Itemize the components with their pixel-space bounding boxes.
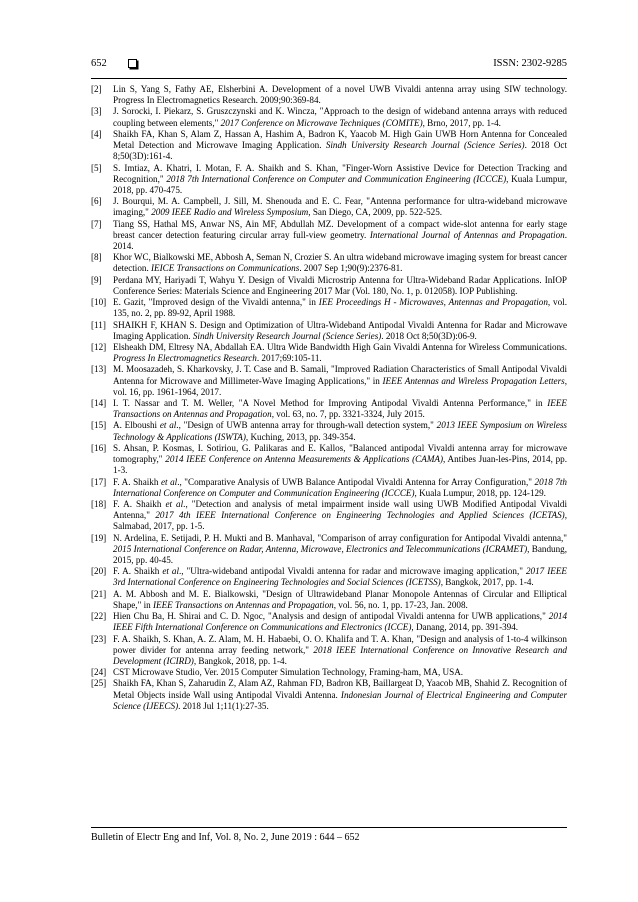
footer-divider <box>91 827 567 828</box>
reference-text: I. T. Nassar and T. M. Weller, "A Novel Method for Improving Antipodal Vivaldi Antenna Performance," in <box>113 398 548 408</box>
reference-number: [22] <box>91 611 107 622</box>
reference-item <box>91 678 567 711</box>
reference-italic-text: Indonesian Journal of Electrical Engineering and Computer Science (IJEECS) <box>113 689 567 711</box>
reference-italic-text: 2018 IEEE International Conference on Innovative Research and Development (ICIRD) <box>113 644 567 666</box>
issn-label: ISSN: 2302-9285 <box>493 58 567 69</box>
reference-italic-text: IEICE Transactions on Communications <box>151 263 300 274</box>
reference-italic-text: 2014 IEEE Fifth International Conference on Communications and Electronics (ICCE) <box>113 611 567 633</box>
reference-item <box>91 566 567 588</box>
reference-italic-text: et al <box>159 420 177 431</box>
reference-text: S. Imtiaz, A. Khatri, I. Motan, F. A. Shaikh and S. Khan, "Finger-Worn Assistive Device for Detection Tracking and Recognition," <box>113 162 567 184</box>
reference-text: CST Microwave Studio, Ver. 2015 Computer Simulation Technology, Framing-ham, MA, USA. <box>113 667 464 678</box>
reference-text: , Kuala Lumpur, 2018, pp. 124-129. <box>414 487 546 498</box>
reference-text: Elsheakh DM, Eltresy NA, Abdallah EA. Ultra Wide Bandwidth High Gain Vivaldi Antenna for Wireless Communications. <box>113 341 567 352</box>
reference-text: Perdana MY, Hariyadi T, Wahyu Y. Design of Vivaldi Microstrip Antenna for Ultra-Wideband Radar Applications. InIOP Conference Series: Materials Science and Engineering 2017 Mar (Vol. 180, No. 1, p. 012058). IOP Publishing. <box>113 274 567 296</box>
reference-item <box>91 252 567 274</box>
page-number: 652 <box>91 58 107 69</box>
reference-item <box>91 297 567 319</box>
reference-number: [14] <box>91 398 107 408</box>
reference-text: , Bandung, 2015, pp. 40-45. <box>113 543 567 565</box>
reference-text: . 2007 Sep 1;90(9):2376-81. <box>299 263 403 274</box>
reference-number: [2] <box>91 84 102 94</box>
reference-text: , Kuala Lumpur, 2018, pp. 470-475. <box>113 173 567 195</box>
reference-italic-text: et al <box>165 498 184 509</box>
reference-text: Tiang SS, Hathal MS, Anwar NS, Ain MF, Abdullah MZ. Development of a compact wide-slot antenna for early stage breast cancer detection featuring circular array full-view geometry. <box>113 218 567 240</box>
reference-number: [17] <box>91 476 107 487</box>
reference-item <box>91 533 567 566</box>
reference-number: [21] <box>91 588 107 599</box>
reference-item <box>91 364 567 397</box>
reference-text: Hien Chu Ba, H. Shirai and C. D. Ngoc, "Analysis and design of antipodal Vivaldi antenna for UWB applications," <box>113 611 549 622</box>
reference-text: A. M. Abbosh and M. E. Bialkowski, "Design of Ultrawideband Planar Monopole Antennas of Circular and Elliptical Shape," in <box>113 588 567 610</box>
reference-number: [8] <box>91 252 102 263</box>
reference-text: , Salmabad, 2017, pp. 1-5. <box>113 510 568 532</box>
reference-number: [9] <box>91 274 102 285</box>
reference-text: , Antibes Juan-les-Pins, 2014, pp. 1-3. <box>113 454 568 476</box>
reference-text: M. Moosazadeh, S. Kharkovsky, J. T. Case and B. Samali, "Improved Radiation Characteristics of Small Antipodal Vivaldi Antenna for Microwave and Millimeter-Wave Imaging Applications," in <box>113 364 567 386</box>
reference-number: [15] <box>91 420 107 431</box>
reference-text: , Bangkok, 2018, pp. 1-4. <box>193 655 287 666</box>
reference-italic-text: Sindh University Research Journal (Science Series) <box>192 330 382 341</box>
reference-item <box>91 219 567 252</box>
reference-italic-text: et al <box>160 476 178 487</box>
reference-number: [24] <box>91 667 107 678</box>
reference-italic-text: et al <box>162 566 179 577</box>
reference-text: . 2018 Oct 8;50(3D):161-4. <box>113 140 567 162</box>
reference-italic-text: IEEE Antennas and Wireless Propagation Letters <box>382 375 565 386</box>
reference-italic-text: 2014 IEEE Conference on Antenna Measurements & Applications (CAMA) <box>165 454 444 465</box>
reference-text: A. Elboushi <box>113 420 160 431</box>
reference-number: [12] <box>91 341 107 352</box>
reference-text: F. A. Shaikh <box>113 566 163 577</box>
reference-number: [23] <box>91 633 107 644</box>
checkbox-square-icon <box>128 59 137 68</box>
reference-text: N. Ardelina, E. Setijadi, P. H. Mukti and B. Manhaval, "Comparison of array configuration for Antipodal Vivaldi antenna," <box>113 532 567 543</box>
reference-item <box>91 129 567 162</box>
reference-item <box>91 634 567 667</box>
reference-text: . 2018 Oct 8;50(3D):06-9. <box>381 330 477 341</box>
reference-number: [19] <box>91 532 107 543</box>
page-footer: Bulletin of Electr Eng and Inf, Vol. 8, No. 2, June 2019 : 644 – 652 <box>91 832 360 843</box>
reference-text: ., "Design of UWB antenna array for through-wall detection system," <box>176 420 437 431</box>
reference-text: , vol. 63, no. 7, pp. 3321-3324, July 2015. <box>271 409 425 420</box>
reference-italic-text: 2017 Conference on Microwave Techniques (COMITE) <box>220 117 423 128</box>
reference-item <box>91 275 567 297</box>
reference-text: J. Bourqui, M. A. Campbell, J. Sill, M. Shenouda and E. C. Fear, "Antenna performance for ultra-wideband microwave imaging," <box>113 196 567 218</box>
reference-italic-text: Sindh University Research Journal (Science Series) <box>325 140 525 151</box>
reference-item <box>91 667 567 678</box>
reference-list <box>91 84 567 712</box>
reference-item <box>91 611 567 633</box>
reference-text: SHAIKH F, KHAN S. Design and Optimization of Ultra-Wideband Antipodal Vivaldi Antenna for Radar and Microwave Imaging Application. <box>113 319 567 341</box>
reference-italic-text: Progress In Electromagnetics Research <box>113 353 257 364</box>
reference-text: F. A. Shaikh <box>113 498 166 509</box>
reference-text: , Brno, 2017, pp. 1-4. <box>422 117 501 128</box>
reference-italic-text: 2017 4th IEEE International Conference on Engineering Technologies and Applied Sciences (ICETAS) <box>155 510 565 521</box>
reference-item <box>91 196 567 218</box>
reference-number: [20] <box>91 566 107 577</box>
reference-item <box>91 163 567 196</box>
page-header <box>91 58 567 74</box>
reference-text: F. A. Shaikh <box>113 476 161 487</box>
reference-text: . 2018 Jul 1;11(1):27-35. <box>178 700 269 711</box>
reference-text: . 2014. <box>113 229 567 251</box>
reference-text: Khor WC, Bialkowski ME, Abbosh A, Seman N, Crozier S. An ultra wideband microwave imaging system for breast cancer detection. <box>113 252 567 274</box>
reference-text: , vol. 16, pp. 1961-1964, 2017. <box>113 375 567 397</box>
reference-italic-text: 2018 7th International Conference on Computer and Communication Engineering (ICCCE) <box>166 173 507 184</box>
reference-text: S. Ahsan, P. Kosmas, I. Sotiriou, G. Palikaras and E. Kallos, "Balanced antipodal Vivaldi antenna array for microwave tomography," <box>113 442 567 465</box>
reference-item <box>91 443 567 476</box>
reference-item <box>91 420 567 442</box>
reference-italic-text: 2018 7th International Conference on Computer and Communication Engineering (ICCCE) <box>113 476 567 498</box>
reference-italic-text: IEE Proceedings H - Microwaves, Antennas and Propagation <box>318 297 548 308</box>
reference-number: [18] <box>91 498 107 509</box>
reference-italic-text: International Journal of Antennas and Propagation <box>369 229 565 240</box>
reference-item <box>91 477 567 499</box>
reference-italic-text: IEEE Transactions on Antennas and Propagation <box>113 398 567 420</box>
reference-number: [5] <box>91 162 102 173</box>
reference-number: [13] <box>91 364 107 375</box>
reference-number: [16] <box>91 442 107 453</box>
reference-item <box>91 342 567 364</box>
reference-number: [4] <box>91 128 102 139</box>
reference-italic-text: 2015 International Conference on Radar, Antenna, Microwave, Electronics and Telecommunications (ICRAMET) <box>113 543 528 554</box>
reference-italic-text: IEEE Transactions on Antennas and Propagation <box>152 599 334 610</box>
reference-italic-text: 2009 IEEE Radio and Wireless Symposium <box>151 207 309 218</box>
reference-text: Shaikh FA, Khan S, Zaharudin Z, Alam AZ, Rahman FD, Badron KB, Baillargeat D, Yaacob MB, Shahid Z. Recognition of Metal Objects inside Wall using Antipodal Vivaldi Antenna. <box>113 678 567 700</box>
reference-text: J. Sorocki, I. Piekarz, S. Gruszczynski and K. Wincza, "Approach to the design of wideband antenna arrays with reduced coupling between elements," <box>113 106 567 128</box>
reference-number: [25] <box>91 678 107 689</box>
reference-item <box>91 589 567 611</box>
reference-text: , Danang, 2014, pp. 391-394. <box>411 622 519 633</box>
header-divider <box>91 78 567 79</box>
reference-italic-text: 2013 IEEE Symposium on Wireless Technology & Applications (ISWTA) <box>113 420 567 442</box>
reference-item <box>91 499 567 532</box>
reference-number: [3] <box>91 106 102 117</box>
reference-text: ., "Comparative Analysis of UWB Balance Antipodal Vivaldi Antenna for Array Configuration," <box>177 476 535 487</box>
reference-text: , Kuching, 2013, pp. 349-354. <box>245 431 356 442</box>
reference-item <box>91 106 567 128</box>
reference-number: [10] <box>91 297 107 308</box>
reference-italic-text: 2017 IEEE 3rd International Conference on Engineering Technologies and Social Sciences (ICETSS) <box>113 566 567 588</box>
reference-number: [6] <box>91 196 102 207</box>
reference-text: . 2017;69:105-11. <box>256 353 322 364</box>
reference-item <box>91 320 567 342</box>
reference-text: , San Diego, CA, 2009, pp. 522-525. <box>308 207 443 218</box>
reference-text: F. A. Shaikh, S. Khan, A. Z. Alam, M. H. Habaebi, O. O. Khalifa and T. A. Khan, "Design and analysis of 1-to-4 wilkinson power divider for antenna array feeding network," <box>113 633 567 655</box>
reference-number: [11] <box>91 319 106 330</box>
reference-text: E. Gazit, "Improved design of the Vivaldi antenna," in <box>113 297 319 308</box>
reference-text: , Bangkok, 2017, pp. 1-4. <box>440 577 534 588</box>
reference-text: ., "Ultra-wideband antipodal Vivaldi antenna for radar and microwave imaging application," <box>179 566 526 577</box>
reference-text: ., "Detection and analysis of metal impairment inside wall using UWB Modified Antipodal Vivaldi Antenna," <box>113 498 567 521</box>
reference-text: , vol. 56, no. 1, pp. 17-23, Jan. 2008. <box>333 599 468 610</box>
reference-text: Shaikh FA, Khan S, Alam Z, Hassan A, Hashim A, Badron K, Yaacob M. High Gain UWB Horn Antenna for Concealed Metal Detection and Microwave Imaging Application. <box>113 128 567 151</box>
reference-number: [7] <box>91 218 102 229</box>
reference-item <box>91 84 567 106</box>
reference-text: Lin S, Yang S, Fathy AE, Elsherbini A. Development of a novel UWB Vivaldi antenna array using SIW technology. Progress In Electromagnetics Research. 2009;90:369-84. <box>113 84 567 106</box>
reference-item <box>91 398 567 420</box>
reference-text: , vol. 135, no. 2, pp. 89-92, April 1988. <box>113 297 567 319</box>
